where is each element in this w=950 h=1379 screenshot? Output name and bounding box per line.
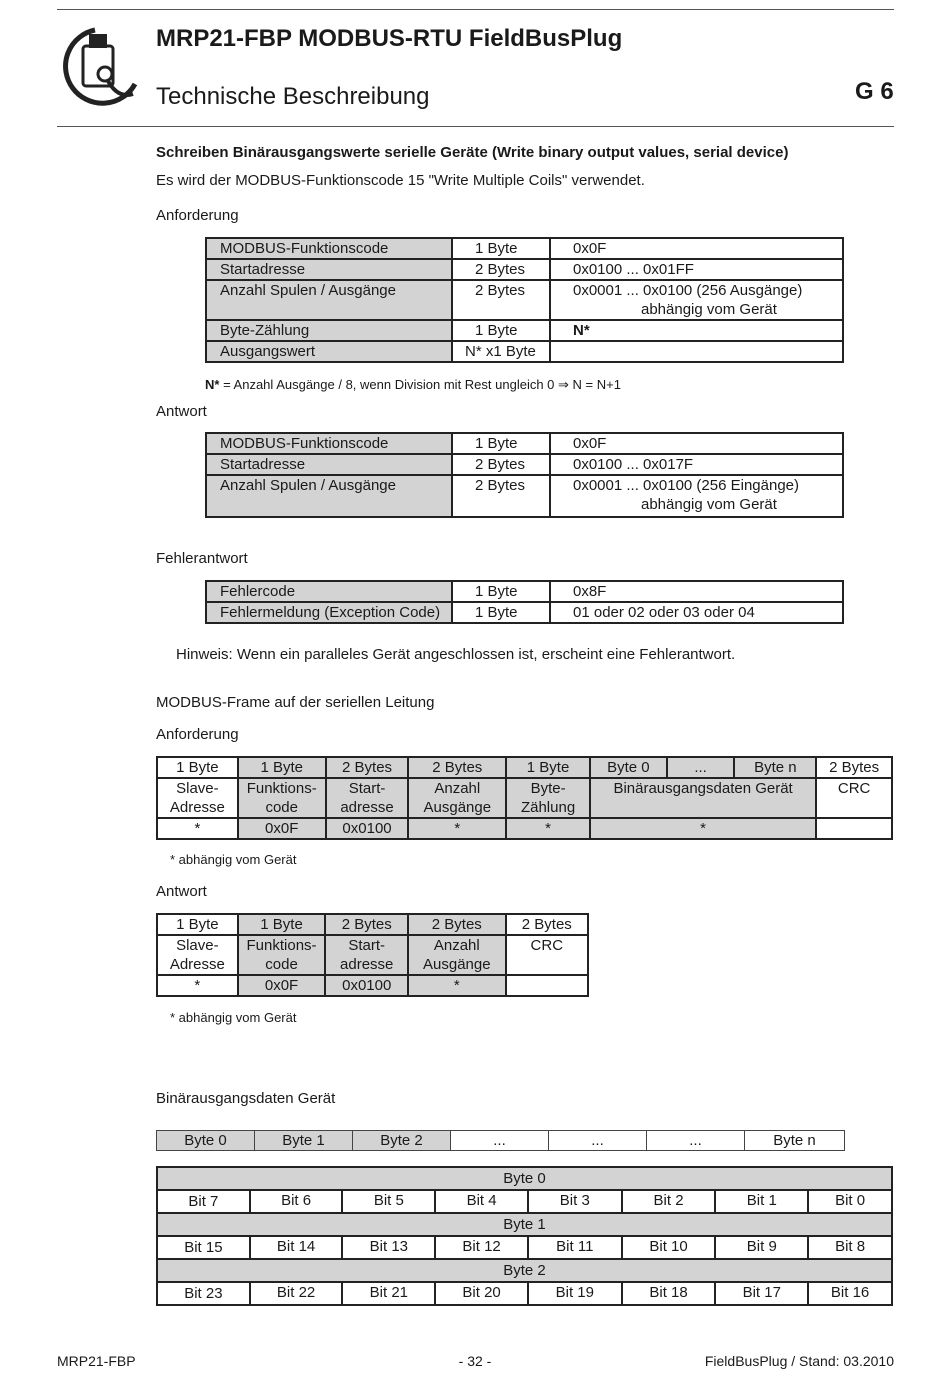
bit-cell: Bit 6 bbox=[250, 1190, 343, 1213]
field-value-line1: 0x0001 ... 0x0100 (256 Eingänge) bbox=[573, 477, 800, 494]
field-name: MODBUS-Funktionscode bbox=[206, 433, 452, 454]
frame-title: MODBUS-Frame auf der seriellen Leitung bbox=[156, 694, 435, 711]
byte-group-label: Byte 2 bbox=[157, 1259, 892, 1282]
table-row bbox=[206, 259, 843, 280]
field-size: 1 Byte bbox=[452, 602, 550, 623]
table-row bbox=[206, 238, 843, 259]
field-name: Byte-Zählung bbox=[206, 320, 452, 341]
byte-cell: ... bbox=[647, 1131, 745, 1151]
field-size: 2 Bytes bbox=[452, 454, 550, 475]
error-table bbox=[205, 580, 844, 624]
frame-field: CRC bbox=[816, 778, 892, 818]
bit-cell: Bit 0 bbox=[808, 1190, 892, 1213]
field-value-line2: abhängig vom Gerät bbox=[641, 496, 777, 513]
frame-footnote: * abhängig vom Gerät bbox=[170, 852, 297, 867]
field-size: 1 Byte bbox=[452, 581, 550, 602]
frame-size: 2 Bytes bbox=[325, 914, 408, 935]
bit-cell: Bit 21 bbox=[342, 1282, 435, 1305]
table-row bbox=[206, 280, 843, 320]
table-row bbox=[157, 975, 588, 996]
frame-size: 1 Byte bbox=[157, 757, 238, 778]
bit-cell: Bit 23 bbox=[157, 1282, 250, 1305]
byte-group-label: Byte 0 bbox=[157, 1167, 892, 1190]
bit-cell: Bit 8 bbox=[808, 1236, 892, 1259]
byte-group-label: Byte 1 bbox=[157, 1213, 892, 1236]
table-row bbox=[206, 341, 843, 362]
field-size: 2 Bytes bbox=[452, 280, 550, 320]
table-row bbox=[157, 1282, 892, 1305]
frame-field: Start- adresse bbox=[326, 778, 409, 818]
frame-value bbox=[816, 818, 892, 839]
bit-cell: Bit 13 bbox=[342, 1236, 435, 1259]
table-row bbox=[157, 1236, 892, 1259]
table-row bbox=[157, 778, 892, 818]
table-row bbox=[206, 433, 843, 454]
response-table bbox=[205, 432, 844, 518]
field-name: Fehlermeldung (Exception Code) bbox=[206, 602, 452, 623]
table-row bbox=[157, 914, 588, 935]
header-rule-bottom bbox=[57, 126, 894, 127]
bit-cell: Bit 7 bbox=[157, 1190, 250, 1213]
field-value: 0x0F bbox=[550, 238, 843, 259]
field-value: 0x0100 ... 0x01FF bbox=[550, 259, 843, 280]
bit-cell: Bit 1 bbox=[715, 1190, 808, 1213]
field-size: 1 Byte bbox=[452, 238, 550, 259]
frame-field: Slave- Adresse bbox=[157, 778, 238, 818]
section-number: G 6 bbox=[855, 78, 894, 105]
field-size: N* x1 Byte bbox=[452, 341, 550, 362]
response-label: Antwort bbox=[156, 403, 207, 420]
error-note: Hinweis: Wenn ein paralleles Gerät angeschlossen ist, erscheint eine Fehlerantwort. bbox=[176, 646, 736, 663]
byte-cell: ... bbox=[549, 1131, 647, 1151]
frame-size: 1 Byte bbox=[238, 757, 326, 778]
frame-size: 2 Bytes bbox=[326, 757, 409, 778]
page-subtitle: Technische Beschreibung bbox=[156, 83, 430, 110]
field-name: Startadresse bbox=[206, 454, 452, 475]
table-row bbox=[206, 602, 843, 623]
bit-cell: Bit 2 bbox=[622, 1190, 716, 1213]
footer-right: FieldBusPlug / Stand: 03.2010 bbox=[704, 1353, 894, 1369]
bit-cell: Bit 3 bbox=[528, 1190, 622, 1213]
frame-size: 1 Byte bbox=[506, 757, 590, 778]
frame-size: Byte n bbox=[734, 757, 816, 778]
bit-layout-table bbox=[156, 1166, 893, 1306]
frame-field: Anzahl Ausgänge bbox=[408, 935, 506, 975]
field-name: Startadresse bbox=[206, 259, 452, 280]
table-row bbox=[157, 935, 588, 975]
frame-value: * bbox=[408, 818, 506, 839]
byte-sequence-table bbox=[156, 1130, 845, 1151]
byte-cell: Byte 1 bbox=[255, 1131, 353, 1151]
bit-cell: Bit 12 bbox=[435, 1236, 528, 1259]
frame-field: Binärausgangsdaten Gerät bbox=[590, 778, 816, 818]
frame-footnote-2: * abhängig vom Gerät bbox=[170, 1010, 297, 1025]
field-name: Anzahl Spulen / Ausgänge bbox=[206, 280, 452, 320]
bit-cell: Bit 17 bbox=[715, 1282, 808, 1305]
bit-cell: Bit 18 bbox=[622, 1282, 716, 1305]
bit-cell: Bit 20 bbox=[435, 1282, 528, 1305]
bindata-title: Binärausgangsdaten Gerät bbox=[156, 1090, 336, 1107]
bit-cell: Bit 10 bbox=[622, 1236, 716, 1259]
field-value-line1: 0x0001 ... 0x0100 (256 Ausgänge) bbox=[573, 282, 803, 299]
bit-cell: Bit 15 bbox=[157, 1236, 250, 1259]
field-name: MODBUS-Funktionscode bbox=[206, 238, 452, 259]
frame-request-table bbox=[156, 756, 893, 840]
field-value bbox=[550, 341, 843, 362]
field-size: 1 Byte bbox=[452, 433, 550, 454]
frame-field: Anzahl Ausgänge bbox=[408, 778, 506, 818]
field-size: 1 Byte bbox=[452, 320, 550, 341]
page-title: MRP21-FBP MODBUS-RTU FieldBusPlug bbox=[156, 25, 623, 52]
frame-field: Start- adresse bbox=[325, 935, 408, 975]
bit-cell: Bit 19 bbox=[528, 1282, 622, 1305]
frame-field: Byte- Zählung bbox=[506, 778, 590, 818]
table-row bbox=[157, 1131, 845, 1151]
frame-size: 2 Bytes bbox=[408, 757, 506, 778]
table-row bbox=[206, 320, 843, 341]
bit-cell: Bit 4 bbox=[435, 1190, 528, 1213]
table-row bbox=[206, 581, 843, 602]
request-table bbox=[205, 237, 844, 363]
frame-value: * bbox=[157, 818, 238, 839]
field-name: Ausgangswert bbox=[206, 341, 452, 362]
byte-cell: ... bbox=[451, 1131, 549, 1151]
frame-size: 2 Bytes bbox=[408, 914, 506, 935]
frame-value: * bbox=[157, 975, 238, 996]
frame-value: 0x0F bbox=[238, 818, 326, 839]
field-name: Fehlercode bbox=[206, 581, 452, 602]
byte-cell: Byte 0 bbox=[157, 1131, 255, 1151]
bit-cell: Bit 14 bbox=[250, 1236, 343, 1259]
field-value bbox=[550, 475, 843, 517]
table-row bbox=[157, 1213, 892, 1236]
field-value: 0x8F bbox=[550, 581, 843, 602]
frame-size: 1 Byte bbox=[157, 914, 238, 935]
field-value bbox=[550, 280, 843, 320]
footer-left: MRP21-FBP bbox=[57, 1353, 136, 1369]
field-size: 2 Bytes bbox=[452, 475, 550, 517]
byte-cell: Byte n bbox=[745, 1131, 845, 1151]
frame-size: 2 Bytes bbox=[816, 757, 892, 778]
frame-response-table bbox=[156, 913, 589, 997]
field-name: Anzahl Spulen / Ausgänge bbox=[206, 475, 452, 517]
frame-size: 1 Byte bbox=[238, 914, 326, 935]
frame-value: * bbox=[506, 818, 590, 839]
field-value: N* bbox=[550, 320, 843, 341]
frame-field: Slave- Adresse bbox=[157, 935, 238, 975]
field-value-line2: abhängig vom Gerät bbox=[641, 301, 777, 318]
section-heading: Schreiben Binärausgangswerte serielle Geräte (Write binary output values, serial device) bbox=[156, 144, 789, 161]
fieldbusplug-logo-icon bbox=[55, 24, 141, 112]
bit-cell: Bit 16 bbox=[808, 1282, 892, 1305]
intro-text: Es wird der MODBUS-Funktionscode 15 "Write Multiple Coils" verwendet. bbox=[156, 172, 645, 189]
footnote-key: N* bbox=[205, 377, 220, 392]
frame-value bbox=[506, 975, 588, 996]
frame-field: Funktions- code bbox=[238, 935, 326, 975]
table-row bbox=[157, 1259, 892, 1282]
table-row bbox=[157, 1167, 892, 1190]
page-number: - 32 - bbox=[458, 1353, 492, 1369]
bit-cell: Bit 22 bbox=[250, 1282, 343, 1305]
frame-request-label: Anforderung bbox=[156, 726, 239, 743]
bit-cell: Bit 5 bbox=[342, 1190, 435, 1213]
header-rule-top bbox=[57, 9, 894, 10]
error-label: Fehlerantwort bbox=[156, 550, 248, 567]
frame-field: Funktions- code bbox=[238, 778, 326, 818]
frame-response-label: Antwort bbox=[156, 883, 207, 900]
request-footnote bbox=[205, 377, 621, 393]
frame-size: 2 Bytes bbox=[506, 914, 588, 935]
frame-value: * bbox=[590, 818, 816, 839]
bit-cell: Bit 11 bbox=[528, 1236, 622, 1259]
frame-value: 0x0F bbox=[238, 975, 326, 996]
field-value: 01 oder 02 oder 03 oder 04 bbox=[550, 602, 843, 623]
field-size: 2 Bytes bbox=[452, 259, 550, 280]
frame-size: ... bbox=[667, 757, 735, 778]
table-row bbox=[157, 1190, 892, 1213]
field-value: 0x0100 ... 0x017F bbox=[550, 454, 843, 475]
table-row bbox=[157, 757, 892, 778]
frame-value: 0x0100 bbox=[326, 818, 409, 839]
request-label: Anforderung bbox=[156, 207, 239, 224]
footnote-text: = Anzahl Ausgänge / 8, wenn Division mit Rest ungleich 0 ⇒ N = N+1 bbox=[219, 377, 621, 392]
field-value: 0x0F bbox=[550, 433, 843, 454]
bit-cell: Bit 9 bbox=[715, 1236, 808, 1259]
table-row bbox=[157, 818, 892, 839]
frame-value: * bbox=[408, 975, 506, 996]
frame-value: 0x0100 bbox=[325, 975, 408, 996]
frame-size: Byte 0 bbox=[590, 757, 667, 778]
table-row bbox=[206, 454, 843, 475]
byte-cell: Byte 2 bbox=[353, 1131, 451, 1151]
frame-field: CRC bbox=[506, 935, 588, 975]
table-row bbox=[206, 475, 843, 517]
